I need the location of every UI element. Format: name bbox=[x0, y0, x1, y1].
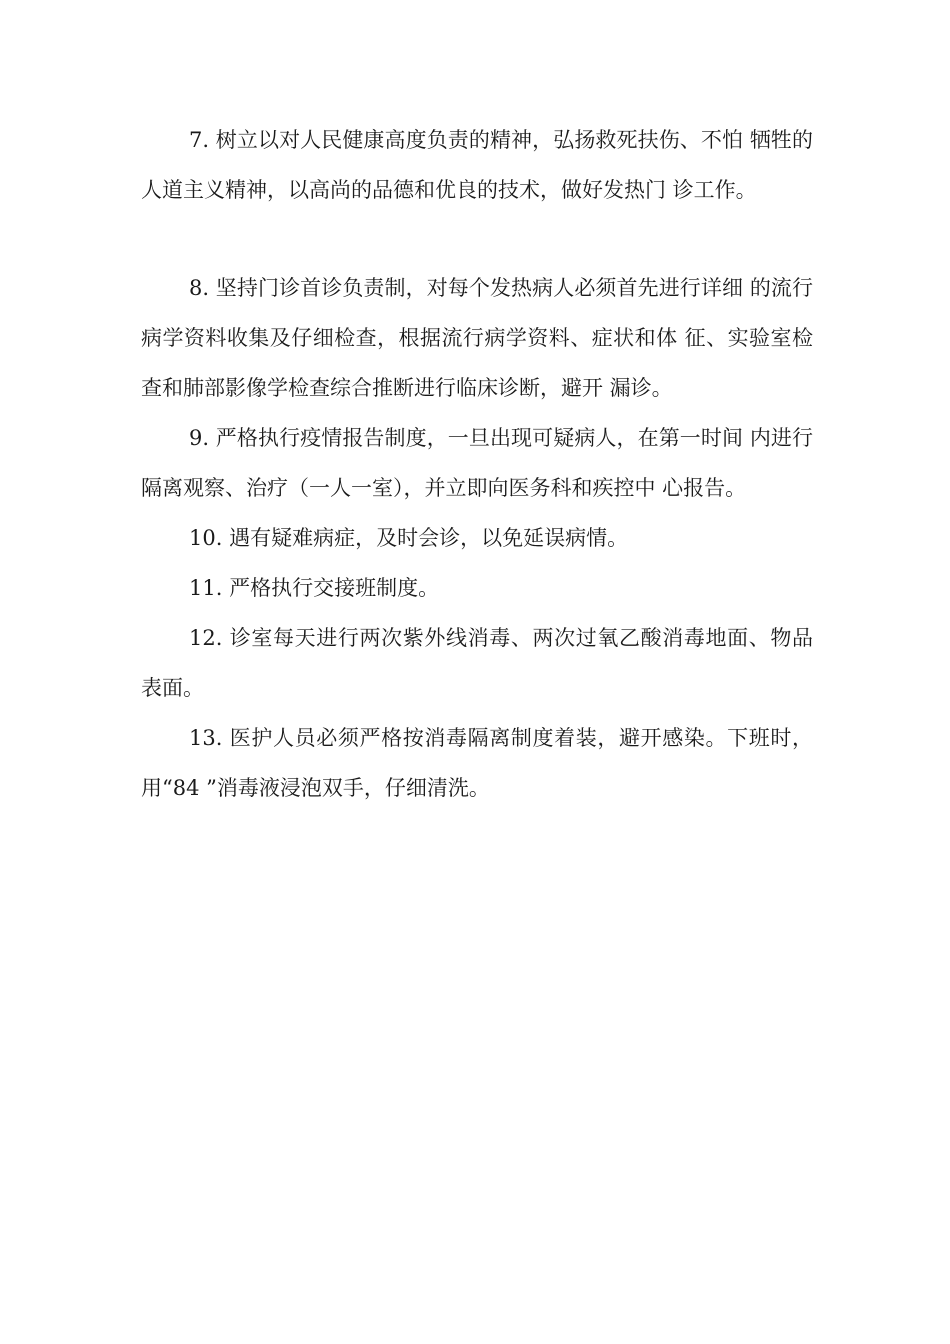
paragraph-item-9: 9. 严格执行疫情报告制度，一旦出现可疑病人，在第一时间 内进行隔离观察、治疗（一人一室），并立即向医务科和疾控中 心报告。 bbox=[141, 426, 813, 500]
paragraph-item-8: 8. 坚持门诊首诊负责制，对每个发热病人必须首先进行详细 的流行病学资料收集及仔细检查，根据流行病学资料、症状和体 征、实验室检查和肺部影像学检查综合推断进行临床诊断，避开 漏诊。 bbox=[141, 276, 813, 400]
document-body bbox=[141, 115, 813, 813]
paragraph-spacer bbox=[141, 215, 813, 263]
paragraph-item-13: 13. 医护人员必须严格按消毒隔离制度着装，避开感染。下班时，用“84 ”消毒液浸泡双手，仔细清洗。 bbox=[141, 726, 813, 800]
paragraph-item-7: 7. 树立以对人民健康高度负责的精神，弘扬救死扶伤、不怕 牺牲的人道主义精神，以高尚的品德和优良的技术，做好发热门 诊工作。 bbox=[141, 128, 813, 202]
paragraph-item-10: 10. 遇有疑难病症，及时会诊，以免延误病情。 bbox=[189, 526, 629, 550]
paragraph-item-11: 11. 严格执行交接班制度。 bbox=[189, 576, 440, 600]
paragraph-item-12: 12. 诊室每天进行两次紫外线消毒、两次过氧乙酸消毒地面、物品表面。 bbox=[141, 626, 813, 700]
